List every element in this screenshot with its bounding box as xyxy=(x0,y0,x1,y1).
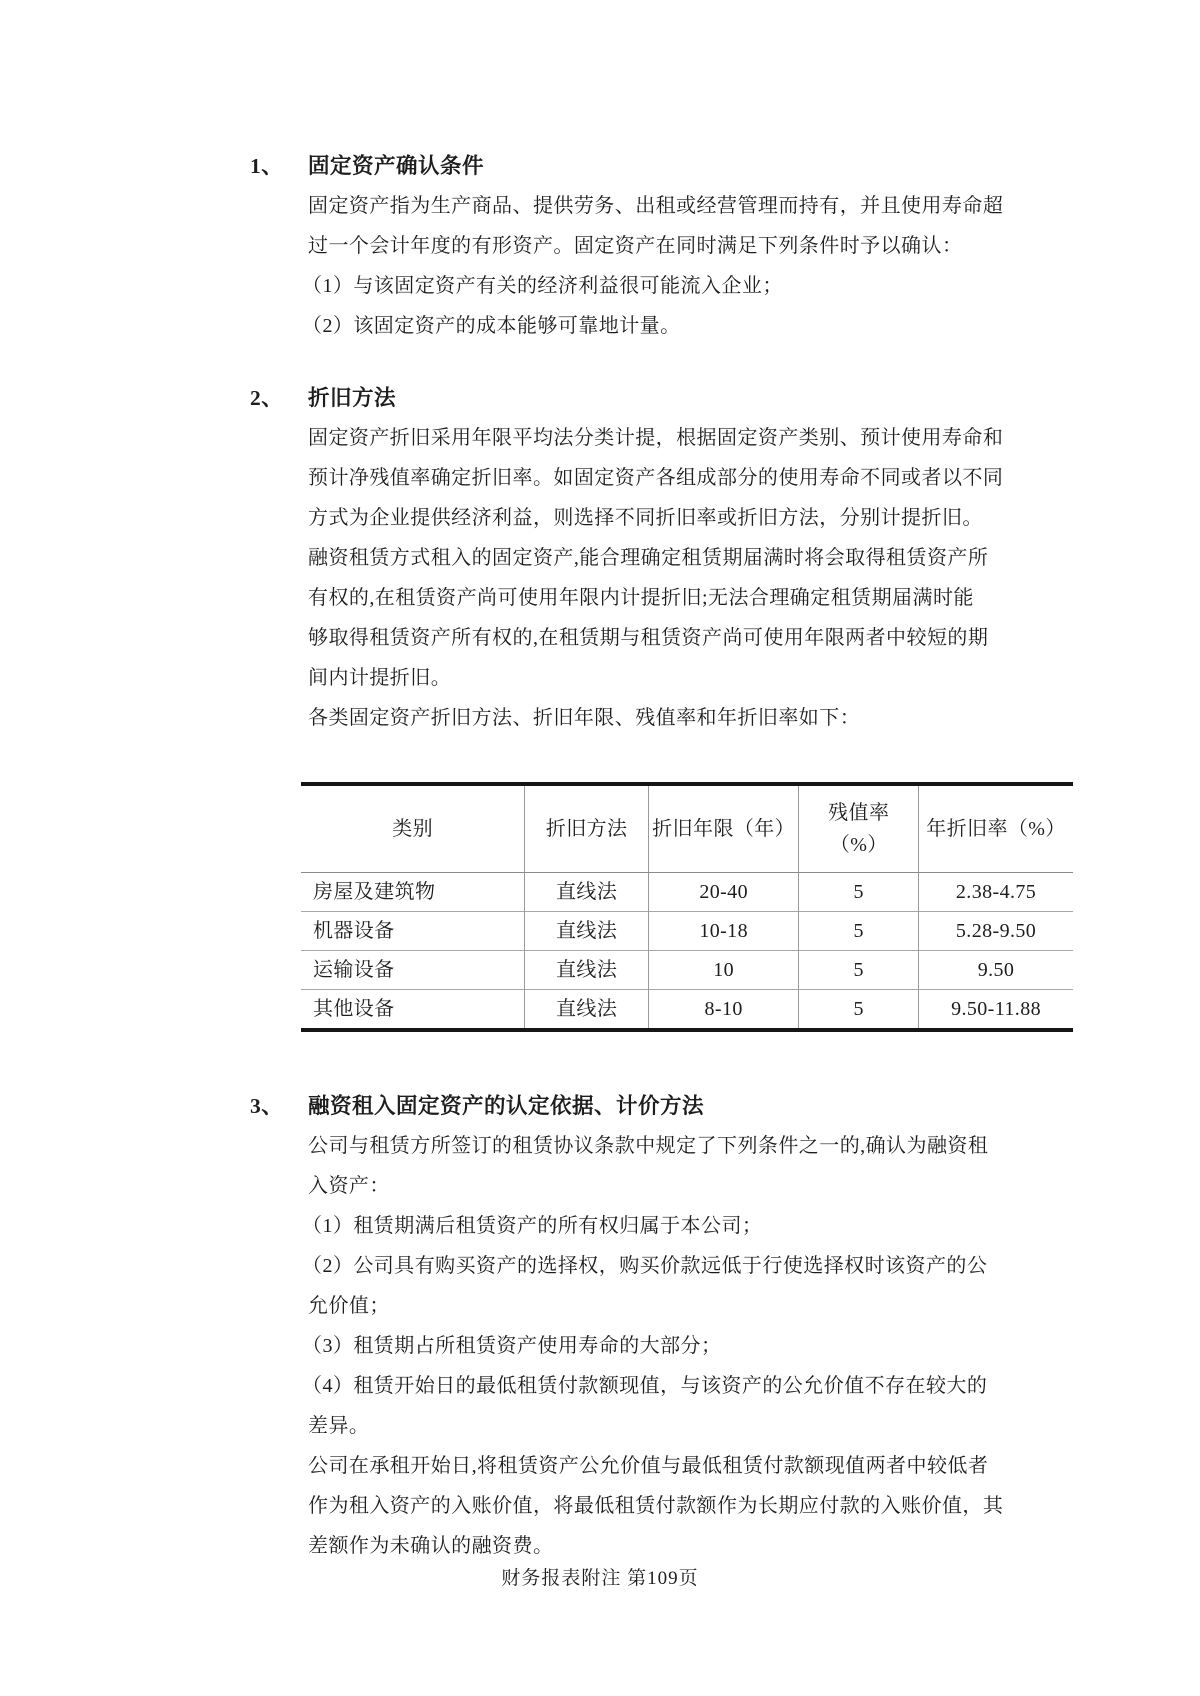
table-cell-residual-rate: 5 xyxy=(799,912,919,951)
paragraph-line: 公司与租赁方所签订的租赁协议条款中规定了下列条件之一的,确认为融资租 xyxy=(308,1135,989,1157)
header-label: 类别 xyxy=(392,818,434,840)
table-cell-years: 10-18 xyxy=(648,912,799,951)
header-label: 年折旧率（%） xyxy=(926,818,1066,840)
table-cell-category: 房屋及建筑物 xyxy=(313,881,436,903)
paragraph-line: （3）租赁期占所租赁资产使用寿命的大部分； xyxy=(302,1335,722,1357)
header-label: 残值率 xyxy=(828,802,890,824)
paragraph-line: （2）公司具有购买资产的选择权，购买价款远低于行使选择权时该资产的公 xyxy=(302,1255,988,1277)
table-header-years xyxy=(648,784,799,873)
paragraph-line: （1）租赁期满后租赁资产的所有权归属于本公司； xyxy=(302,1215,763,1237)
table-cell-years: 8-10 xyxy=(648,990,799,1031)
table-cell-method: 直线法 xyxy=(525,873,649,912)
table-row xyxy=(301,990,1073,1031)
table-row xyxy=(301,912,1073,951)
section-number: 2、 xyxy=(250,386,284,410)
section-fixed-asset-recognition xyxy=(250,146,1022,346)
table-header-residual-rate xyxy=(799,784,919,873)
paragraph-line: 方式为企业提供经济利益，则选择不同折旧率或折旧方法，分别计提折旧。 xyxy=(308,507,983,529)
paragraph-line: 入资产： xyxy=(308,1175,390,1197)
table-cell-annual-rate: 9.50-11.88 xyxy=(919,990,1073,1031)
section-number: 3、 xyxy=(250,1094,284,1118)
paragraph-line: 允价值； xyxy=(308,1295,390,1317)
section-depreciation-method xyxy=(250,378,1066,1032)
paragraph-line: 公司在承租开始日,将租赁资产公允价值与最低租赁付款额现值两者中较低者 xyxy=(308,1455,989,1477)
table-cell-years: 20-40 xyxy=(648,873,799,912)
page-content xyxy=(250,146,1066,1566)
section-heading xyxy=(250,1086,1022,1126)
section-body xyxy=(302,1126,1022,1566)
table-cell-method: 直线法 xyxy=(525,951,649,990)
table-header-annual-rate xyxy=(919,784,1073,873)
section-number: 1、 xyxy=(250,154,284,178)
header-label: 折旧年限（年） xyxy=(652,818,796,840)
table-cell-annual-rate: 9.50 xyxy=(919,951,1073,990)
header-label: 折旧方法 xyxy=(545,818,628,840)
table-cell-residual-rate: 5 xyxy=(799,873,919,912)
paragraph-line: 固定资产指为生产商品、提供劳务、出租或经营管理而持有，并且使用寿命超 xyxy=(308,195,1004,217)
paragraph-line: 差异。 xyxy=(308,1415,370,1437)
paragraph-line: （1）与该固定资产有关的经济利益很可能流入企业； xyxy=(302,275,783,297)
paragraph-line: 间内计提折旧。 xyxy=(308,667,452,689)
table-cell-years: 10 xyxy=(648,951,799,990)
table-header-method xyxy=(525,784,649,873)
paragraph-line: 过一个会计年度的有形资产。固定资产在同时满足下列条件时予以确认： xyxy=(308,235,963,257)
table-cell-category: 运输设备 xyxy=(301,951,525,990)
table-cell-method: 直线法 xyxy=(525,912,649,951)
table-row xyxy=(301,873,1073,912)
paragraph-line: 够取得租赁资产所有权的,在租赁期与租赁资产尚可使用年限两者中较短的期 xyxy=(308,627,989,649)
section-heading xyxy=(250,146,1022,186)
section-finance-lease-assets xyxy=(250,1086,1022,1566)
depreciation-table xyxy=(301,782,1073,1032)
table-header-category xyxy=(301,784,525,873)
table-cell-annual-rate: 2.38-4.75 xyxy=(919,873,1073,912)
paragraph-line: 固定资产折旧采用年限平均法分类计提，根据固定资产类别、预计使用寿命和 xyxy=(308,427,1004,449)
section-heading xyxy=(250,378,1022,418)
paragraph-line: （2）该固定资产的成本能够可靠地计量。 xyxy=(302,315,681,337)
table-row xyxy=(301,951,1073,990)
table-cell-annual-rate: 5.28-9.50 xyxy=(919,912,1073,951)
table-cell-residual-rate: 5 xyxy=(799,951,919,990)
section-body xyxy=(302,186,1022,346)
table-cell-category: 机器设备 xyxy=(301,912,525,951)
header-label: （%） xyxy=(829,834,888,856)
section-body xyxy=(308,418,1066,1032)
paragraph-line: 融资租赁方式租入的固定资产,能合理确定租赁期届满时将会取得租赁资产所 xyxy=(308,547,989,569)
section-title: 折旧方法 xyxy=(308,386,397,410)
paragraph-line: 有权的,在租赁资产尚可使用年限内计提折旧;无法合理确定租赁期届满时能 xyxy=(308,587,974,609)
paragraph-line: 各类固定资产折旧方法、折旧年限、残值率和年折旧率如下： xyxy=(308,707,861,729)
page-footer: 财务报表附注 第109页 xyxy=(501,1568,699,1589)
table-cell-residual-rate: 5 xyxy=(799,990,919,1031)
paragraph-line: （4）租赁开始日的最低租赁付款额现值，与该资产的公允价值不存在较大的 xyxy=(302,1375,988,1397)
table-cell-category: 其他设备 xyxy=(301,990,525,1031)
paragraph-line: 作为租入资产的入账价值，将最低租赁付款额作为长期应付款的入账价值，其 xyxy=(308,1495,1004,1517)
table-cell-method: 直线法 xyxy=(525,990,649,1031)
table-header-row xyxy=(301,784,1073,873)
section-title: 固定资产确认条件 xyxy=(308,154,485,178)
paragraph-line: 差额作为未确认的融资费。 xyxy=(308,1535,554,1557)
depreciation-table-wrapper xyxy=(301,782,1073,1032)
paragraph-line: 预计净残值率确定折旧率。如固定资产各组成部分的使用寿命不同或者以不同 xyxy=(308,467,1004,489)
section-title: 融资租入固定资产的认定依据、计价方法 xyxy=(308,1094,705,1118)
